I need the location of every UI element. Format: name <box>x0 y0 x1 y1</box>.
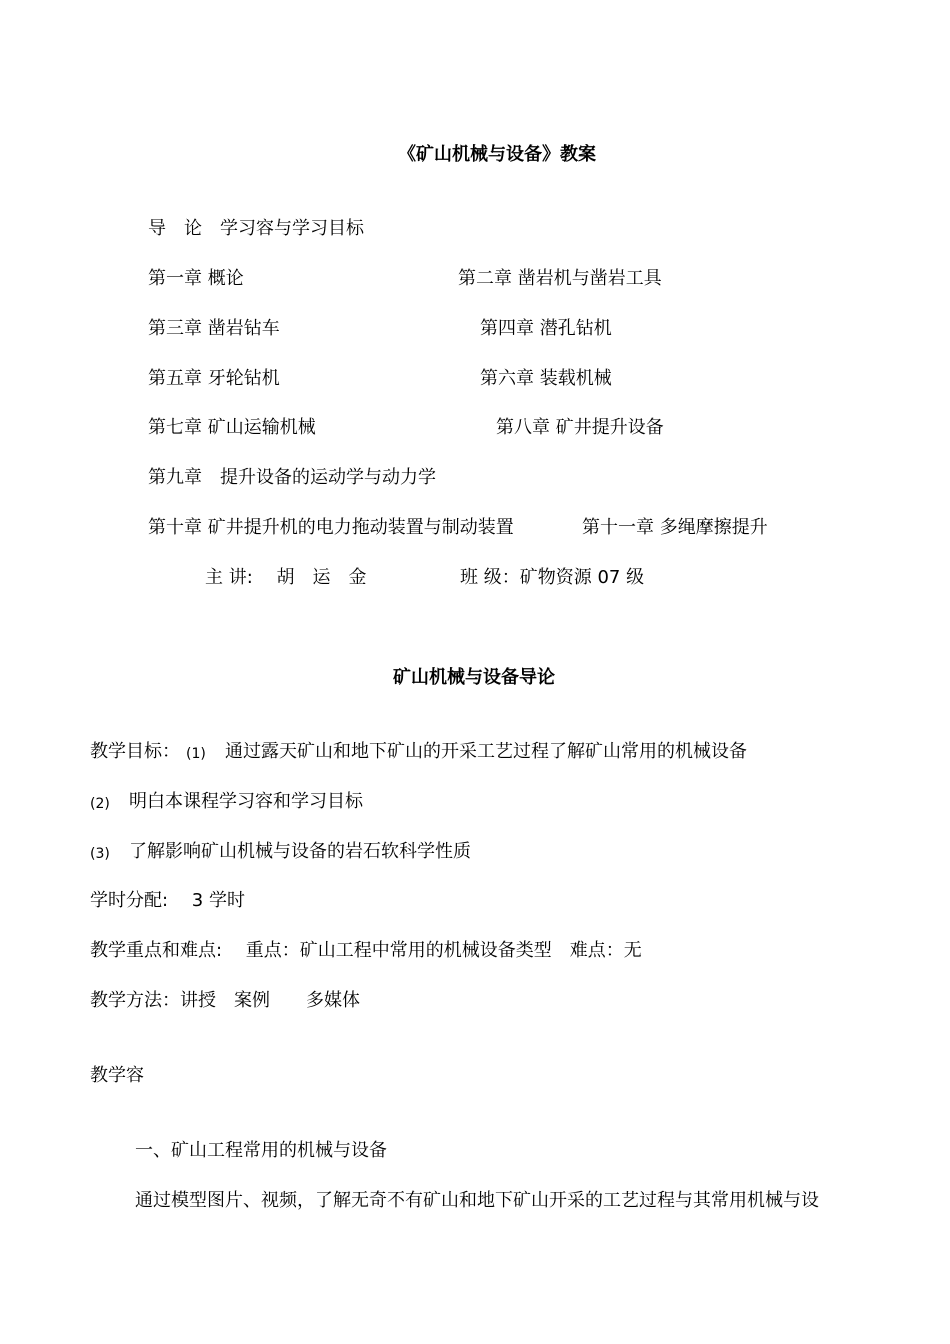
document-title: 《矿山机械与设备》教案 <box>398 144 596 165</box>
toc-chapter-7: 第七章 矿山运输机械 <box>148 417 316 438</box>
objectives-label: 教学目标： <box>90 741 180 762</box>
toc-chapter-2: 第二章 凿岩机与凿岩工具 <box>458 268 662 289</box>
objective-number-2: (2) <box>90 796 110 812</box>
objective-number-1: (1) <box>186 746 206 762</box>
toc-chapter-8: 第八章 矿井提升设备 <box>496 417 664 438</box>
objective-item-3: 了解影响矿山机械与设备的岩石软科学性质 <box>129 841 471 862</box>
subsection-heading: 一、矿山工程常用的机械与设备 <box>135 1140 387 1161</box>
toc-chapter-6: 第六章 装载机械 <box>480 368 612 389</box>
toc-chapter-10: 第十章 矿井提升机的电力拖动装置与制动装置 <box>148 517 514 538</box>
objective-item-1: 通过露天矿山和地下矿山的开采工艺过程了解矿山常用的机械设备 <box>225 741 747 762</box>
key-points: 教学重点和难点: 重点：矿山工程中常用的机械设备类型 难点：无 <box>90 940 642 961</box>
objective-number-3: (3) <box>90 846 110 862</box>
lecturer: 主 讲: 胡 运 金 <box>205 567 367 588</box>
objective-item-2: 明白本课程学习容和学习目标 <box>129 791 363 812</box>
section-title: 矿山机械与设备导论 <box>393 667 555 688</box>
toc-chapter-11: 第十一章 多绳摩擦提升 <box>582 517 768 538</box>
body-paragraph: 通过模型图片、视频，了解无奇不有矿山和地下矿山开采的工艺过程与其常用机械与设 <box>135 1190 819 1211</box>
content-label: 教学容 <box>90 1065 144 1086</box>
toc-intro: 导 论 学习容与学习目标 <box>148 218 364 239</box>
toc-chapter-3: 第三章 凿岩钻车 <box>148 318 280 339</box>
toc-chapter-4: 第四章 潜孔钻机 <box>480 318 612 339</box>
toc-chapter-1: 第一章 概论 <box>148 268 244 289</box>
hours-allocation: 学时分配: 3 学时 <box>90 890 245 911</box>
class-info: 班 级：矿物资源 07 级 <box>460 567 645 588</box>
teaching-methods: 教学方法：讲授 案例 多媒体 <box>90 990 360 1011</box>
toc-chapter-5: 第五章 牙轮钻机 <box>148 368 280 389</box>
toc-chapter-9: 第九章 提升设备的运动学与动力学 <box>148 467 436 488</box>
